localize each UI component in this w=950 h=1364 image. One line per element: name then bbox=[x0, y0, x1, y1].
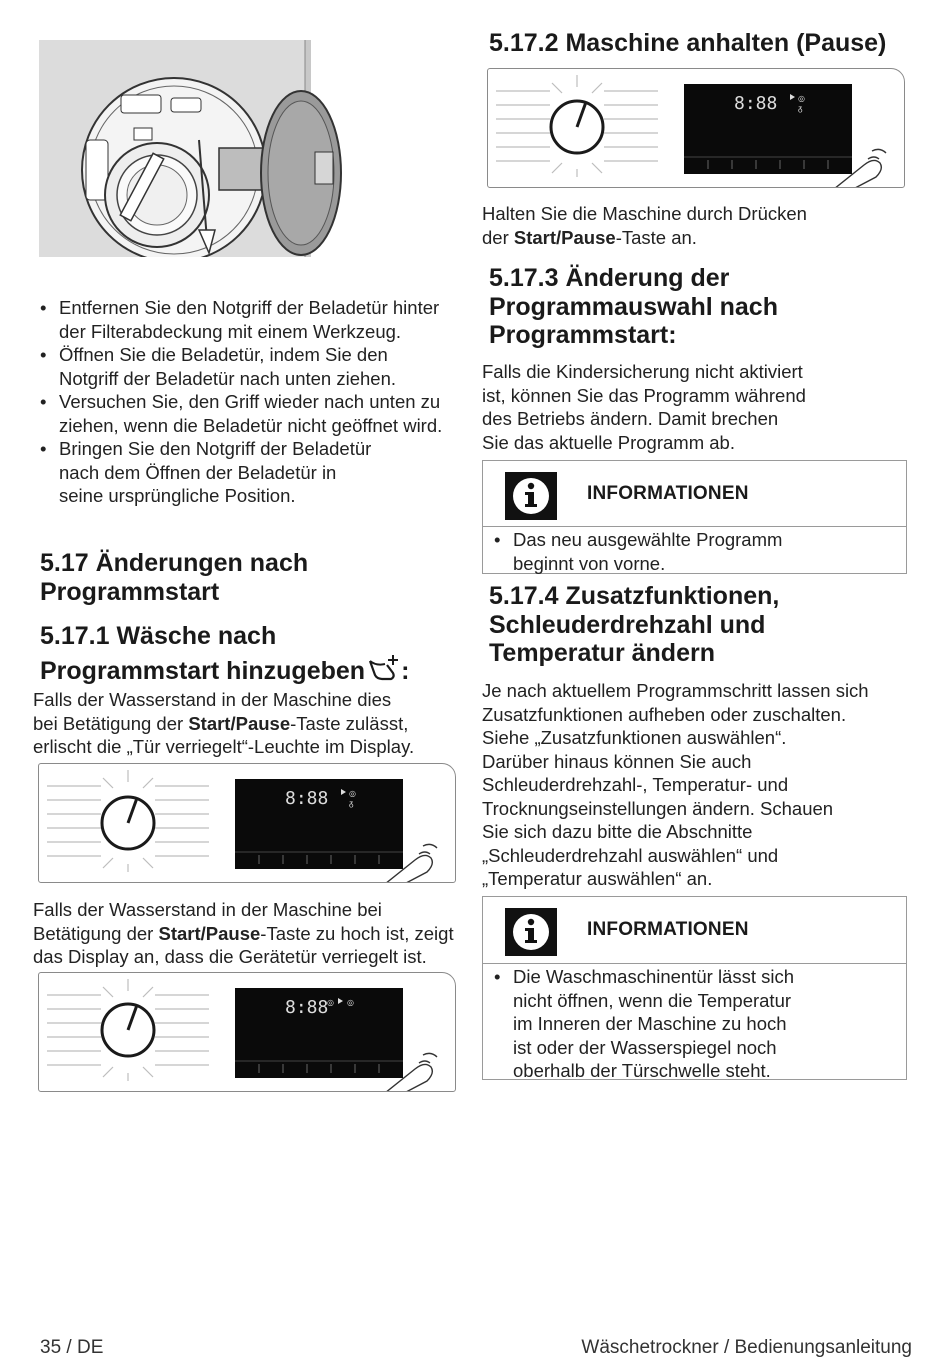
info-icon bbox=[505, 908, 557, 961]
section-heading-5-17-1: 5.17.1 Wäsche nach Programmstart hinzugeben : bbox=[40, 619, 409, 692]
program-knob-icon bbox=[551, 101, 603, 153]
svg-text:ᵹ: ᵹ bbox=[349, 799, 354, 808]
svg-text:ᵹ: ᵹ bbox=[798, 104, 803, 113]
svg-text:◎: ◎ bbox=[349, 789, 356, 798]
paragraph-door-lock-off: Falls der Wasserstand in der Maschine dies bei Betätigung der Start/Pause-Taste zulässt, erlischt die „Tür verriegelt“-Leuchte im Display. bbox=[33, 689, 415, 757]
info-label: INFORMATIONEN bbox=[587, 483, 749, 504]
list-item: • Das neu ausgewählte Programm beginnt von vorne. bbox=[493, 528, 896, 575]
emergency-handle-steps bbox=[39, 296, 469, 508]
add-laundry-icon bbox=[367, 653, 401, 692]
control-panel-illustration-locked bbox=[38, 972, 456, 1092]
info-icon bbox=[505, 472, 557, 525]
paragraph-door-locked: Falls der Wasserstand in der Maschine bei Betätigung der Start/Pause-Taste zu hoch ist, zeigt das Display an, dass die Gerätetür verriegelt ist. bbox=[33, 899, 454, 967]
page-number: 35 / DE bbox=[40, 1337, 104, 1358]
control-panel-illustration bbox=[38, 763, 456, 883]
svg-text:◎: ◎ bbox=[327, 998, 334, 1007]
display-readout: 8:88 bbox=[285, 788, 329, 809]
program-knob-icon bbox=[102, 1004, 154, 1056]
display-readout: 8:88 bbox=[734, 93, 778, 114]
filter-door-illustration bbox=[39, 40, 359, 257]
list-item: • Entfernen Sie den Notgriff der Beladetür hinter der Filterabdeckung mit einem Werkzeug. bbox=[39, 296, 469, 343]
info-box bbox=[482, 896, 907, 1080]
section-heading-5-17-4: 5.17.4 Zusatzfunktionen, Schleuderdrehzahl und Temperatur ändern bbox=[489, 582, 780, 667]
list-item: • Die Waschmaschinentür lässt sich nicht öffnen, wenn die Temperatur im Inneren der Maschine zu hoch ist oder der Wasserspiegel noch oberhalb der Türschwelle steht. bbox=[493, 965, 896, 1083]
section-heading-5-17: 5.17 Änderungen nach Programmstart bbox=[40, 549, 309, 606]
paragraph-pause: Halten Sie die Maschine durch Drücken der Start/Pause-Taste an. bbox=[482, 203, 807, 248]
display-readout: 8:88 bbox=[285, 997, 329, 1018]
program-knob-icon bbox=[102, 797, 154, 849]
list-item: • Öffnen Sie die Beladetür, indem Sie den Notgriff der Beladetür nach unten ziehen. bbox=[39, 343, 469, 390]
section-heading-5-17-2: 5.17.2 Maschine anhalten (Pause) bbox=[489, 29, 887, 57]
section-heading-5-17-3: 5.17.3 Änderung der Programmauswahl nach Programmstart: bbox=[489, 264, 778, 349]
svg-text:◎: ◎ bbox=[347, 998, 354, 1007]
control-panel-illustration-pause bbox=[487, 68, 905, 188]
info-box bbox=[482, 460, 907, 574]
document-title: Wäschetrockner / Bedienungsanleitung bbox=[581, 1337, 912, 1358]
info-label: INFORMATIONEN bbox=[587, 919, 749, 940]
svg-text:◎: ◎ bbox=[798, 94, 805, 103]
paragraph-program-change: Falls die Kindersicherung nicht aktiviert ist, können Sie das Programm während des Betriebs ändern. Damit brechen Sie das aktuelle Programm ab. bbox=[482, 361, 806, 453]
paragraph-options-change: Je nach aktuellem Programmschritt lassen sich Zusatzfunktionen aufheben oder zuschalten. Siehe „Zusatzfunktionen auswählen“. Darüber hinaus können Sie auch Schleuderdrehzahl-, Temperatur- und Trocknungseinstellungen ändern. Schauen Sie sich dazu bitte die Abschnitte „Schleuderdrehzahl auswählen“ und „Temperatur auswählen“ an. bbox=[482, 680, 869, 889]
list-item: • Bringen Sie den Notgriff der Beladetür nach dem Öffnen der Beladetür in seine ursprüngliche Position. bbox=[39, 437, 469, 508]
list-item: • Versuchen Sie, den Griff wieder nach unten zu ziehen, wenn die Beladetür nicht geöffnet wird. bbox=[39, 390, 469, 437]
